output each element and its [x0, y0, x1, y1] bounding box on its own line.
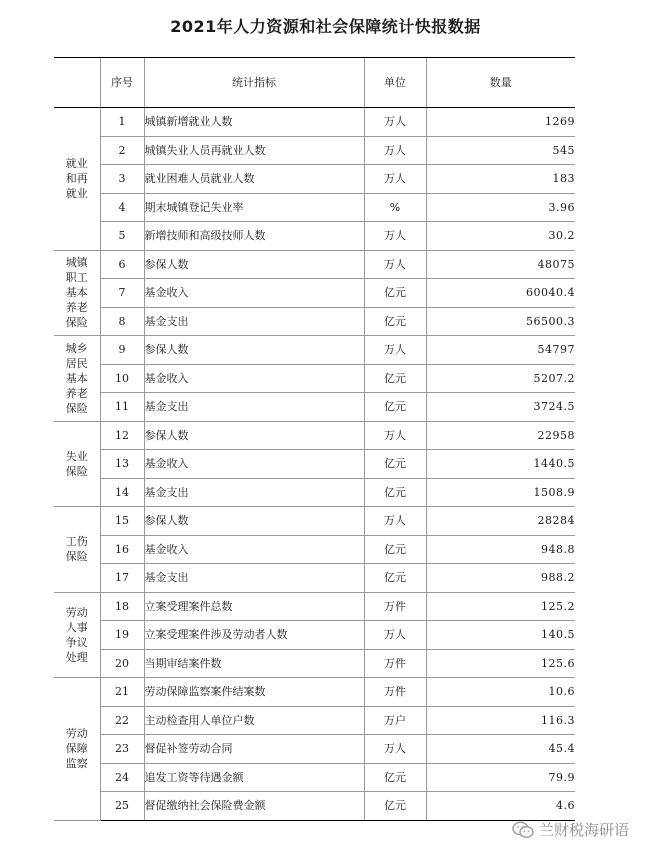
- table-row: [54, 649, 575, 678]
- value-cell: 3.96: [426, 193, 575, 222]
- unit-cell: 亿元: [364, 535, 426, 564]
- value-cell: 140.5: [426, 621, 575, 650]
- row-number: 5: [100, 222, 144, 251]
- value-cell: 30.2: [426, 222, 575, 251]
- value-cell: 22958: [426, 421, 575, 450]
- indicator-name: 参保人数: [144, 507, 364, 536]
- row-number: 15: [100, 507, 144, 536]
- table-row: [54, 279, 575, 308]
- indicator-name: 基金支出: [144, 564, 364, 593]
- value-cell: 56500.3: [426, 307, 575, 336]
- value-cell: 48075: [426, 250, 575, 279]
- value-cell: 1269: [426, 108, 575, 137]
- category-cell: [54, 250, 100, 336]
- category-cell: [54, 336, 100, 422]
- table-row: [54, 336, 575, 365]
- indicator-name: 城镇失业人员再就业人数: [144, 136, 364, 165]
- unit-cell: 万件: [364, 592, 426, 621]
- category-label: 劳动保障监察: [65, 727, 88, 771]
- value-cell: 54797: [426, 336, 575, 365]
- header-seq: 序号: [100, 58, 144, 108]
- unit-cell: 万人: [364, 222, 426, 251]
- table-row: [54, 763, 575, 792]
- value-cell: 1508.9: [426, 478, 575, 507]
- page-title: 2021年人力资源和社会保障统计快报数据: [170, 17, 481, 36]
- value-cell: 116.3: [426, 706, 575, 735]
- table-row: [54, 592, 575, 621]
- table-row: [54, 735, 575, 764]
- indicator-name: 基金支出: [144, 307, 364, 336]
- table-row: [54, 165, 575, 194]
- row-number: 11: [100, 393, 144, 422]
- unit-cell: 亿元: [364, 792, 426, 821]
- unit-cell: 亿元: [364, 364, 426, 393]
- indicator-name: 当期审结案件数: [144, 649, 364, 678]
- unit-cell: 亿元: [364, 450, 426, 479]
- table-row: [54, 450, 575, 479]
- category-label: 城镇职工基本养老保险: [65, 256, 88, 330]
- indicator-name: 就业困难人员就业人数: [144, 165, 364, 194]
- table-row: [54, 193, 575, 222]
- row-number: 20: [100, 649, 144, 678]
- row-number: 6: [100, 250, 144, 279]
- category-cell: [54, 507, 100, 593]
- table-row: [54, 792, 575, 821]
- indicator-name: 督促补签劳动合同: [144, 735, 364, 764]
- category-label: 城乡居民基本养老保险: [65, 341, 88, 415]
- table-row: [54, 678, 575, 707]
- indicator-name: 基金支出: [144, 393, 364, 422]
- header-unit: 单位: [364, 58, 426, 108]
- value-cell: 545: [426, 136, 575, 165]
- row-number: 23: [100, 735, 144, 764]
- watermark-text: 兰财税海研语: [538, 821, 629, 839]
- indicator-name: 追发工资等待遇金额: [144, 763, 364, 792]
- unit-cell: 万人: [364, 250, 426, 279]
- indicator-name: 新增技师和高级技师人数: [144, 222, 364, 251]
- indicator-name: 城镇新增就业人数: [144, 108, 364, 137]
- table-row: [54, 250, 575, 279]
- indicator-name: 督促缴纳社会保险费金额: [144, 792, 364, 821]
- row-number: 18: [100, 592, 144, 621]
- value-cell: 79.9: [426, 763, 575, 792]
- row-number: 8: [100, 307, 144, 336]
- row-number: 21: [100, 678, 144, 707]
- category-cell: [54, 421, 100, 507]
- category-cell: [54, 592, 100, 678]
- row-number: 16: [100, 535, 144, 564]
- table-row: [54, 706, 575, 735]
- table-row: [54, 307, 575, 336]
- row-number: 7: [100, 279, 144, 308]
- indicator-name: 参保人数: [144, 250, 364, 279]
- indicator-name: 立案受理案件涉及劳动者人数: [144, 621, 364, 650]
- indicator-name: 基金收入: [144, 535, 364, 564]
- value-cell: 60040.4: [426, 279, 575, 308]
- unit-cell: 万人: [364, 507, 426, 536]
- category-cell: [54, 108, 100, 251]
- value-cell: 10.6: [426, 678, 575, 707]
- row-number: 24: [100, 763, 144, 792]
- indicator-name: 期末城镇登记失业率: [144, 193, 364, 222]
- unit-cell: 亿元: [364, 564, 426, 593]
- unit-cell: 万户: [364, 706, 426, 735]
- value-cell: 125.2: [426, 592, 575, 621]
- table-row: [54, 564, 575, 593]
- indicator-name: 主动检查用人单位户数: [144, 706, 364, 735]
- indicator-name: 基金收入: [144, 450, 364, 479]
- table-body: [54, 108, 575, 821]
- value-cell: 183: [426, 165, 575, 194]
- row-number: 22: [100, 706, 144, 735]
- wechat-icon: [512, 821, 534, 839]
- row-number: 10: [100, 364, 144, 393]
- unit-cell: 亿元: [364, 279, 426, 308]
- header-indicator: 统计指标: [144, 58, 364, 108]
- unit-cell: 万人: [364, 336, 426, 365]
- value-cell: 3724.5: [426, 393, 575, 422]
- category-cell: [54, 678, 100, 821]
- unit-cell: 万人: [364, 735, 426, 764]
- table-row: [54, 421, 575, 450]
- unit-cell: 万人: [364, 136, 426, 165]
- row-number: 25: [100, 792, 144, 821]
- unit-cell: 万人: [364, 108, 426, 137]
- table-row: [54, 621, 575, 650]
- category-label: 就业和再就业: [65, 157, 88, 201]
- value-cell: 948.8: [426, 535, 575, 564]
- indicator-name: 劳动保障监察案件结案数: [144, 678, 364, 707]
- row-number: 1: [100, 108, 144, 137]
- category-label: 劳动人事争议处理: [65, 605, 88, 664]
- header-value: 数量: [426, 58, 575, 108]
- row-number: 2: [100, 136, 144, 165]
- indicator-name: 基金收入: [144, 364, 364, 393]
- table-row: [54, 222, 575, 251]
- statistics-table: [54, 57, 575, 821]
- unit-cell: %: [364, 193, 426, 222]
- indicator-name: 参保人数: [144, 336, 364, 365]
- header-category: [54, 58, 100, 108]
- table-row: [54, 393, 575, 422]
- value-cell: 125.6: [426, 649, 575, 678]
- unit-cell: 万人: [364, 165, 426, 194]
- value-cell: 4.6: [426, 792, 575, 821]
- indicator-name: 基金收入: [144, 279, 364, 308]
- unit-cell: 亿元: [364, 307, 426, 336]
- value-cell: 28284: [426, 507, 575, 536]
- row-number: 12: [100, 421, 144, 450]
- table-header-row: [54, 58, 575, 108]
- table-row: [54, 136, 575, 165]
- table-row: [54, 364, 575, 393]
- unit-cell: 万人: [364, 621, 426, 650]
- value-cell: 1440.5: [426, 450, 575, 479]
- unit-cell: 亿元: [364, 763, 426, 792]
- row-number: 13: [100, 450, 144, 479]
- unit-cell: 万人: [364, 421, 426, 450]
- row-number: 3: [100, 165, 144, 194]
- table-row: [54, 507, 575, 536]
- table-row: [54, 478, 575, 507]
- value-cell: 988.2: [426, 564, 575, 593]
- unit-cell: 亿元: [364, 393, 426, 422]
- table-row: [54, 535, 575, 564]
- row-number: 17: [100, 564, 144, 593]
- row-number: 9: [100, 336, 144, 365]
- unit-cell: 亿元: [364, 478, 426, 507]
- category-label: 工伤保险: [65, 535, 88, 564]
- row-number: 14: [100, 478, 144, 507]
- row-number: 4: [100, 193, 144, 222]
- table-row: [54, 108, 575, 137]
- unit-cell: 万件: [364, 678, 426, 707]
- watermark: [512, 819, 629, 840]
- indicator-name: 基金支出: [144, 478, 364, 507]
- indicator-name: 立案受理案件总数: [144, 592, 364, 621]
- category-label: 失业保险: [65, 449, 88, 478]
- row-number: 19: [100, 621, 144, 650]
- value-cell: 5207.2: [426, 364, 575, 393]
- indicator-name: 参保人数: [144, 421, 364, 450]
- unit-cell: 万件: [364, 649, 426, 678]
- value-cell: 45.4: [426, 735, 575, 764]
